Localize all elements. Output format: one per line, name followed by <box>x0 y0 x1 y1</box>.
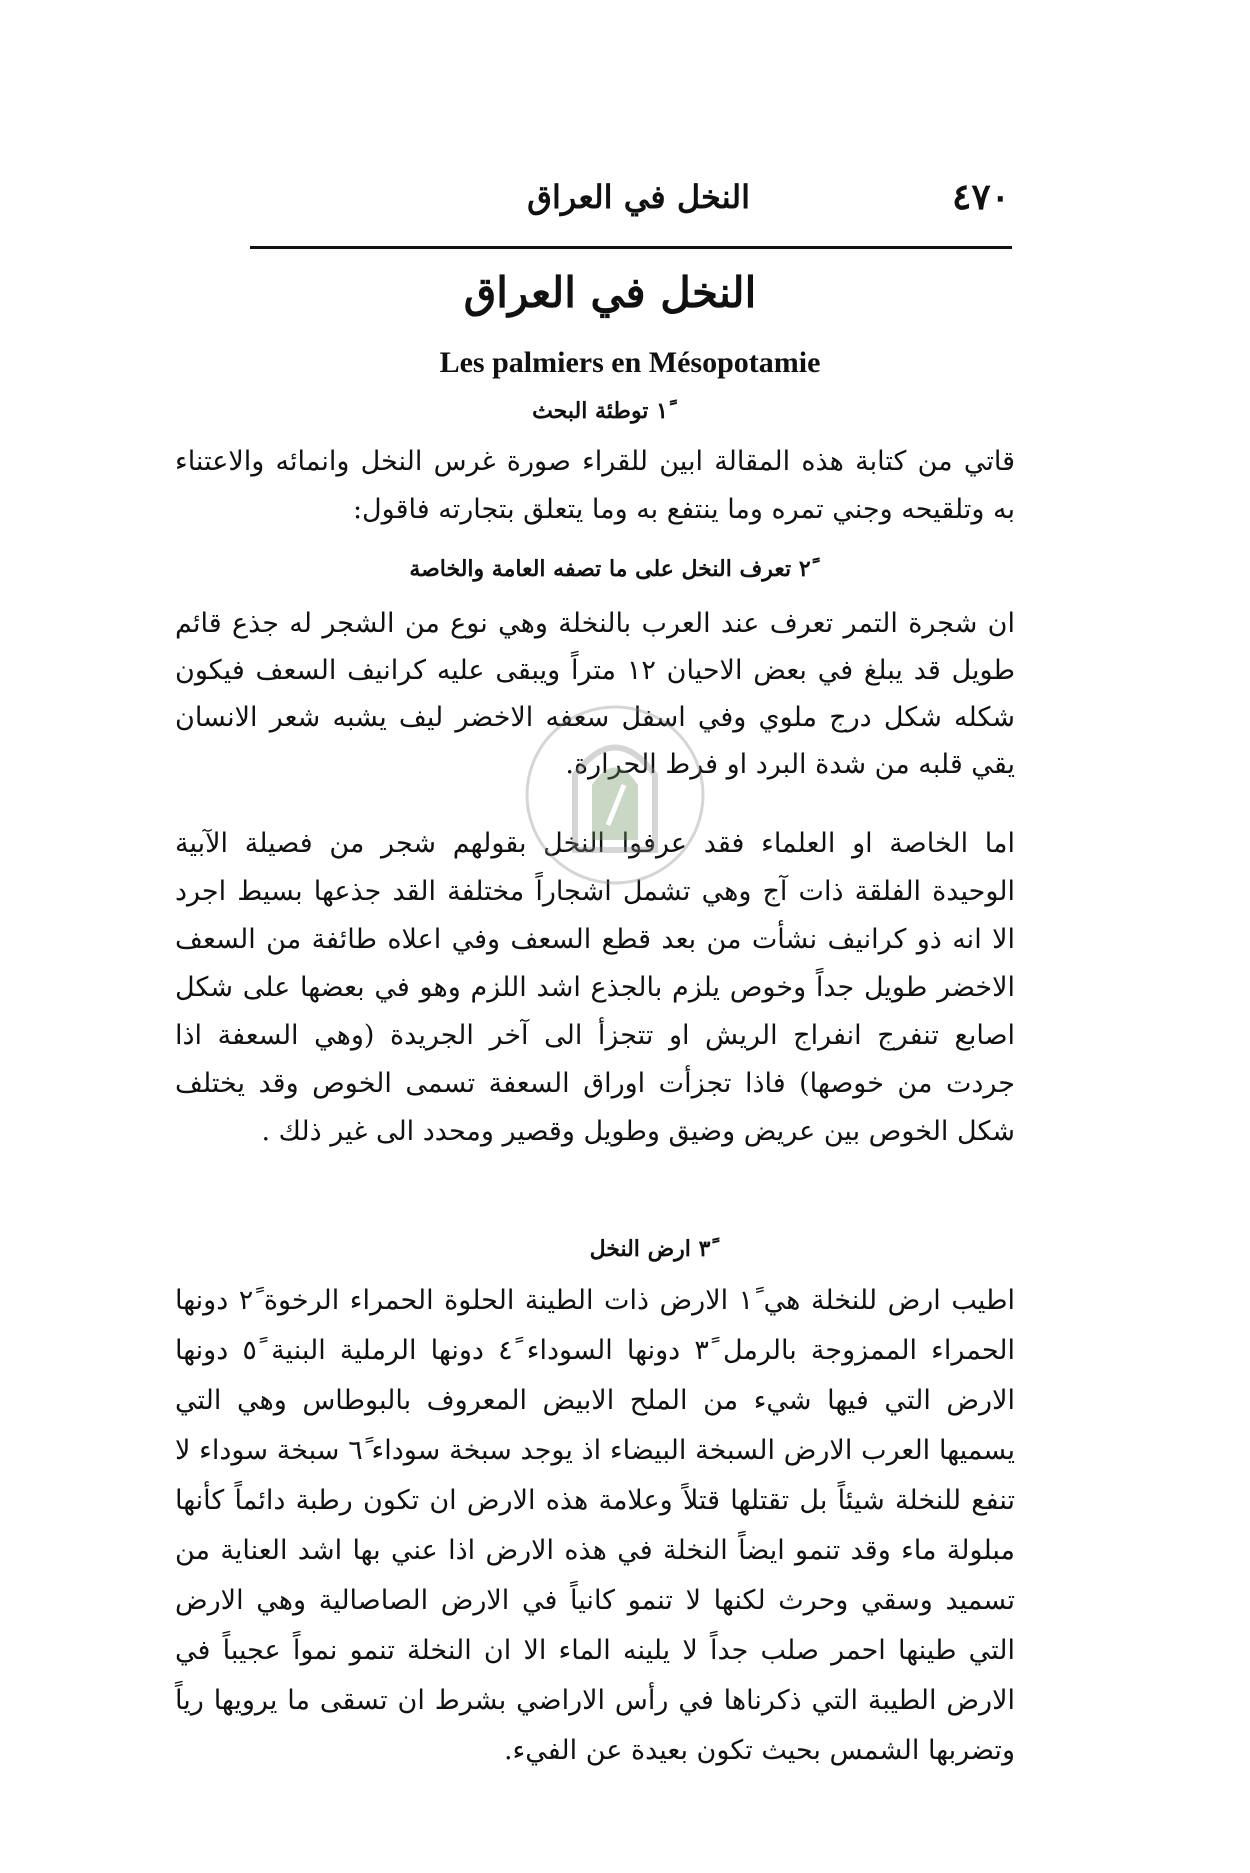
paragraph-definition-scholarly: اما الخاصة او العلماء فقد عرفوا النخل بقولهم شجر من فصيلة الآبية الوحيدة الفلقة ذات آج وهي تشمل اشجاراً مختلفة القد جذعها بسيط اجرد الا انه ذو كرانيف نشأت من بعد قطع السعف وفي اعلاه طائفة من السعف الاخضر طويل جداً وخوص يلزم بالجذع اشد اللزم وهو في بعضها على شكل اصابع تنفرج انفراج الريش او تتجزأ الى آخر الجريدة (وهي السعفة اذا جردت من خوصها) فاذا تجزأت اوراق السعفة تسمى الخوص وقد يختلف شكل الخوص بين عريض وضيق وطويل وقصير ومحدد الى غير ذلك . <box>175 828 1015 1147</box>
section-heading-definition: ٢ً تعرف النخل على ما تصفه العامة والخاصة <box>409 556 811 582</box>
paragraph-palm-soil: اطيب ارض للنخلة هي ١ً الارض ذات الطينة الحلوة الحمراء الرخوة ٢ً دونها الحمراء الممزوجة بالرمل ٣ً دونها السوداء ٤ً دونها الرملية البنية ٥ً دونها الارض التي فيها شيء من الملح الابيض المعروف بالبوطاس وهي التي يسميها العرب الارض السبخة البيضاء اذ يوجد سبخة سوداء ٦ً سبخة سوداء لا تنفع للنخلة شيئاً بل تقتلها قتلاً وعلامة هذه الارض ان تكون رطبة دائماً كأنها مبلولة ماء وقد تنمو ايضاً النخلة في هذه الارض اذا عني بها اشد العناية من تسميد وسقي وحرث لكنها لا تنمو كانياً في الارض الصاصالية وهي الارض التي طينها احمر صلب جداً لا يلينه الماء الا ان النخلة تنمو نمواً عجيباً في الارض الطيبة التي ذكرناها في رأس الاراضي بشرط ان تسقى ما يرويها رياً وتضربها الشمس بحيث تكون بعيدة عن الفيء. <box>175 1285 1015 1766</box>
page-number: ٤٧٠ <box>951 176 1010 218</box>
running-title: النخل في العراق <box>527 178 750 216</box>
library-seal-icon <box>520 700 710 890</box>
section-heading-palm-soil: ٣ً ارض النخل <box>589 1236 711 1262</box>
running-header <box>250 170 1010 230</box>
article-subtitle-french: Les palmiers en Mésopotamie <box>439 346 821 379</box>
section-heading-introduction: ١ً توطئة البحث <box>532 398 668 424</box>
header-divider <box>250 246 1012 249</box>
paragraph-definition-common: ان شجرة التمر تعرف عند العرب بالنخلة وهي نوع من الشجر له جذع قائم طويل قد يبلغ في بعض الاحيان ١٢ متراً ويبقى عليه كرانيف السعف فيكون شكله شكل درج ملوي وفي اسفل سعفه الاخضر ليف يشبه شعر الانسان يقي قلبه من شدة البرد او فرط الحرارة. <box>175 608 1015 780</box>
article-title: النخل في العراق <box>463 268 757 317</box>
paragraph-introduction: قاتي من كتابة هذه المقالة ابين للقراء صورة غرس النخل وانمائه والاعتناء به وتلقيحه وجني تمره وما ينتفع به وما يتعلق بتجارته فاقول: <box>175 446 1016 525</box>
